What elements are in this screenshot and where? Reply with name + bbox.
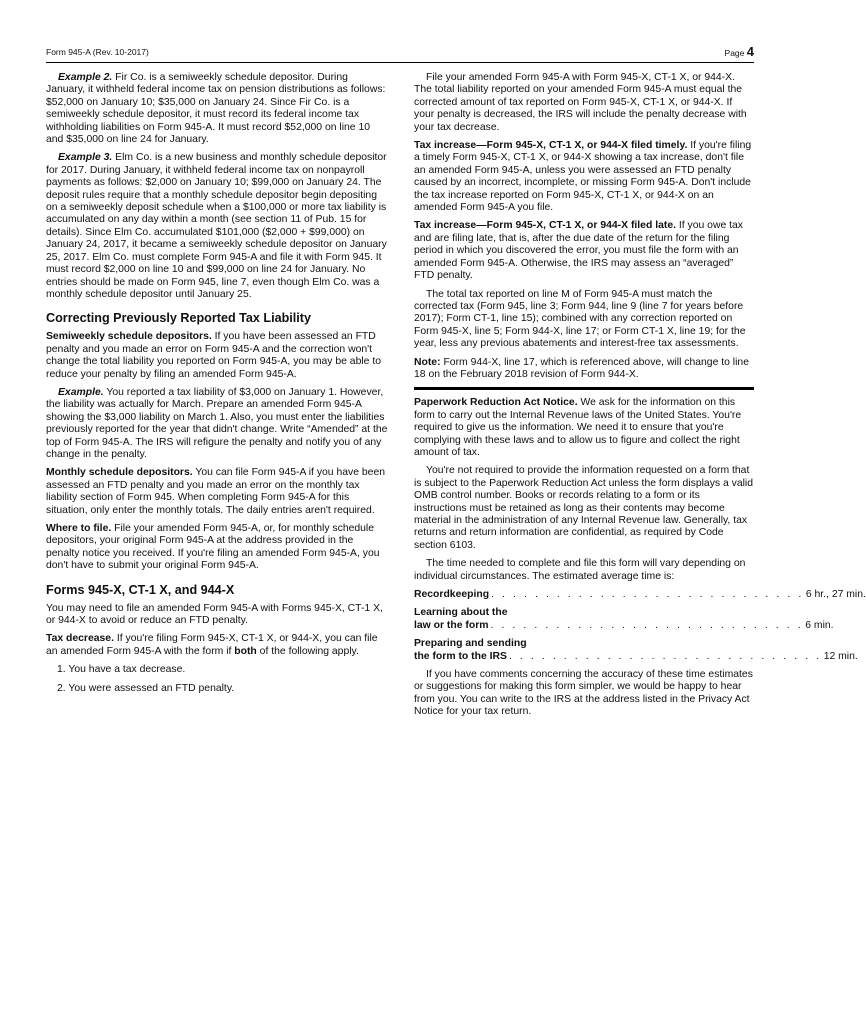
paperwork-notice-lead: Paperwork Reduction Act Notice.: [414, 397, 578, 409]
monthly-paragraph: [46, 467, 388, 517]
time-row-recordkeeping: [414, 589, 866, 601]
tax-increase-timely-paragraph: [414, 140, 754, 214]
note-body: Form 944-X, line 17, which is referenced above, will change to line 18 on the February 2018 revision of Form 944-X.: [414, 356, 749, 380]
tax-increase-timely-body: If you're filing a timely Form 945-X, CT-1 X, or 944-X showing a tax increase, don't file an amended Form 945-A, unless you were assessed an FTD penalty caused by an incorrect, incomplete, or missing Form 945-A. Don't include the tax increase reported on Form 945-X, CT-1 X, or 944-X on an amended Form 945-A you file.: [414, 140, 752, 214]
forms-paragraph: You may need to file an amended Form 945-A with Forms 945-X, CT-1 X, or 944-X to avoid or reduce an FTD penalty.: [46, 602, 383, 627]
tax-decrease-both: both: [234, 645, 257, 657]
tax-increase-late-paragraph: [414, 220, 754, 282]
correcting-heading: Correcting Previously Reported Tax Liability: [46, 311, 311, 326]
example-3-body: Elm Co. is a new business and monthly schedule depositor for 2017. During January, it withheld federal income tax on nonpayroll payments as follows: $2,000 on January 10; $99,000 on January 24. The deposit rules require that a monthly schedule depositor begin depositing on a semiweekly deposit schedule when a $100,000 or more tax liability is accumulated on any day within a month (see section 11 of Pub. 15 for details). Since Elm Co. accumulated $101,000 ($2,000 + $99,000) on January 24, 2017, it became a semiweekly schedule depositor on January 25, 2017. Elm Co. must complete Form 945-A and file it with Form 945. It must record $2,000 on line 10 and $99,000 on line 24 for January. No entries should be made on Form 945, line 7, even though Elm Co. was a monthly schedule depositor until January 25.: [46, 152, 387, 300]
example-2-lead: Example 2.: [58, 72, 113, 83]
example-2-body: Fir Co. is a semiweekly schedule depositor. During January, it withheld federal income tax on pension distributions as follows: $52,000 on January 10; $35,000 on January 24. Since Fir Co. is a semiweekly schedule depositor, it must record its federal income tax withholding liabilities on Form 945-A. It must record $52,000 on line 10 and $35,000 on line 24 for January.: [46, 72, 386, 146]
tax-increase-late-lead: Tax increase—Form 945-X, CT-1 X, or 944-X filed late.: [414, 220, 676, 232]
leader-dots: . . . . . . . . . . . . . . . . . . . . . . . . . . . . .: [491, 589, 804, 601]
tax-decrease-paragraph: [46, 633, 388, 658]
semiweekly-paragraph: [46, 331, 388, 381]
time-row-value: 6 min.: [805, 619, 834, 631]
example-2-paragraph: [46, 72, 388, 146]
time-row-learning: [414, 607, 834, 632]
section-divider: [414, 387, 754, 390]
paperwork-notice-paragraph: [414, 397, 754, 459]
example-3-paragraph: [46, 152, 388, 301]
condition-list: [46, 664, 388, 695]
time-row-label-line-1: Learning about the: [414, 607, 508, 619]
leader-dots: . . . . . . . . . . . . . . . . . . . . . . . . . . . . .: [508, 650, 822, 662]
total-tax-paragraph: The total tax reported on line M of Form 945-A must match the corrected tax (Form 945, line 3; Form 944, line 9 (line 7 for years before 2017); Form CT-1, line 15); combined with any correction reported on Form 945-X, line 5; Form 944-X, line 17; or Form CT-1 X, line 19; for the year, less any previous abatements and interest-free tax assessments.: [414, 288, 746, 350]
list-item: 1. You have a tax decrease.: [57, 664, 186, 676]
where-to-file-body: File your amended Form 945-A, or, for monthly schedule depositors, your original Form 945-A at the address provided in the penalty notice you received. If you're filing an amended Form 945-A, you don't have to submit your original Form 945-A.: [46, 523, 380, 572]
right-column: [414, 72, 866, 725]
time-row-value: 6 hr., 27 min.: [805, 589, 866, 601]
forms-heading: Forms 945-X, CT-1 X, and 944-X: [46, 582, 235, 597]
page-label: Page: [724, 47, 745, 58]
semiweekly-lead: Semiweekly schedule depositors.: [46, 331, 212, 343]
time-row-label: law or the form: [414, 619, 489, 631]
note-paragraph: [414, 357, 754, 382]
left-column: [46, 72, 388, 701]
file-amended-paragraph: File your amended Form 945-A with Form 945-X, CT-1 X, or 944-X. The total liability reported on your amended Form 945-A must equal the corrected amount of tax reported on Form 945-X, CT-1 X, or 944-X. If your penalty is decreased, the IRS will include the penalty decrease with your tax decrease.: [414, 72, 747, 133]
page-number: 4: [746, 43, 754, 59]
tax-decrease-lead: Tax decrease.: [46, 633, 114, 645]
leader-dots: . . . . . . . . . . . . . . . . . . . . . . . . . . . . .: [490, 619, 804, 631]
list-item: 2. You were assessed an FTD penalty.: [57, 682, 235, 694]
semiweekly-body: If you have been assessed an FTD penalty and you made an error on Form 945-A and the correction won't change the total liability you reported on Form 945-A, you may be able to reduce your penalty by filing an amended Form 945-A.: [46, 331, 382, 380]
paperwork-notice-body: We ask for the information on this form to carry out the Internal Revenue laws of the United States. You're required to give us the information. We need it to ensure that you're complying with these laws and to allow us to figure and collect the right amount of tax.: [414, 397, 742, 458]
where-to-file-lead: Where to file.: [46, 523, 112, 534]
example-3-lead: Example 3.: [58, 152, 113, 164]
tax-increase-timely-lead: Tax increase—Form 945-X, CT-1 X, or 944-X filed timely.: [414, 140, 688, 152]
comments-paragraph: If you have comments concerning the accuracy of these time estimates or suggestions for making this form simpler, we would be happy to hear from you. You can write to the IRS at the address listed in the Privacy Act Notice for your tax return.: [414, 669, 753, 718]
time-row-label-line-1: Preparing and sending: [414, 638, 527, 650]
monthly-body: You can file Form 945-A if you have been assessed an FTD penalty and you made an error on the monthly tax liability section of Form 945. When completing Form 945-A for this situation, only enter the monthly totals. The daily entries aren't required.: [46, 467, 386, 516]
time-row-label: Recordkeeping: [414, 589, 490, 601]
form-identifier: Form 945-A (Rev. 10-2017): [46, 46, 149, 57]
monthly-lead: Monthly schedule depositors.: [46, 467, 193, 479]
tax-decrease-body-2: of the following apply.: [256, 645, 359, 657]
time-row-value: 12 min.: [823, 650, 858, 662]
page-header: [46, 44, 754, 63]
example-paragraph: [46, 387, 388, 461]
example-lead: Example.: [58, 386, 104, 398]
not-required-paragraph: You're not required to provide the information requested on a form that is subject to the Paperwork Reduction Act unless the form displays a valid OMB control number. Books or records relating to a form or its instructions must be retained as long as their contents may become material in the administration of any Internal Revenue law. Generally, tax returns and return information are confidential, as required by Code section 6103.: [414, 465, 754, 551]
tax-decrease-body-1: If you're filing Form 945-X, CT-1 X, or 944-X, you can file an amended Form 945-A with the form if: [46, 633, 378, 657]
example-body: You reported a tax liability of $3,000 on January 1. However, the liability was actually for March. Prepare an amended Form 945-A showing the $3,000 liability on March 1. Also, you must enter the liabilities previously reported for the year that didn't change. Write “Amended” at the top of Form 945-A. The IRS will refigure the penalty and notify you of any change in the penalty.: [46, 386, 388, 460]
time-needed-paragraph: The time needed to complete and file this form will vary depending on individual circumstances. The estimated average time is:: [414, 558, 746, 582]
time-row-preparing: [414, 638, 858, 663]
where-to-file-paragraph: [46, 523, 388, 573]
time-row-label: the form to the IRS: [414, 650, 507, 662]
note-lead: Note:: [414, 356, 441, 368]
page-number-label: [724, 43, 754, 59]
tax-increase-late-body: If you owe tax and are filing late, that is, after the due date of the return for the filing period in which you discovered the error, you must file the form with an amended Form 945-A. Otherwise, the IRS may assess an “averaged” FTD penalty.: [414, 220, 743, 282]
